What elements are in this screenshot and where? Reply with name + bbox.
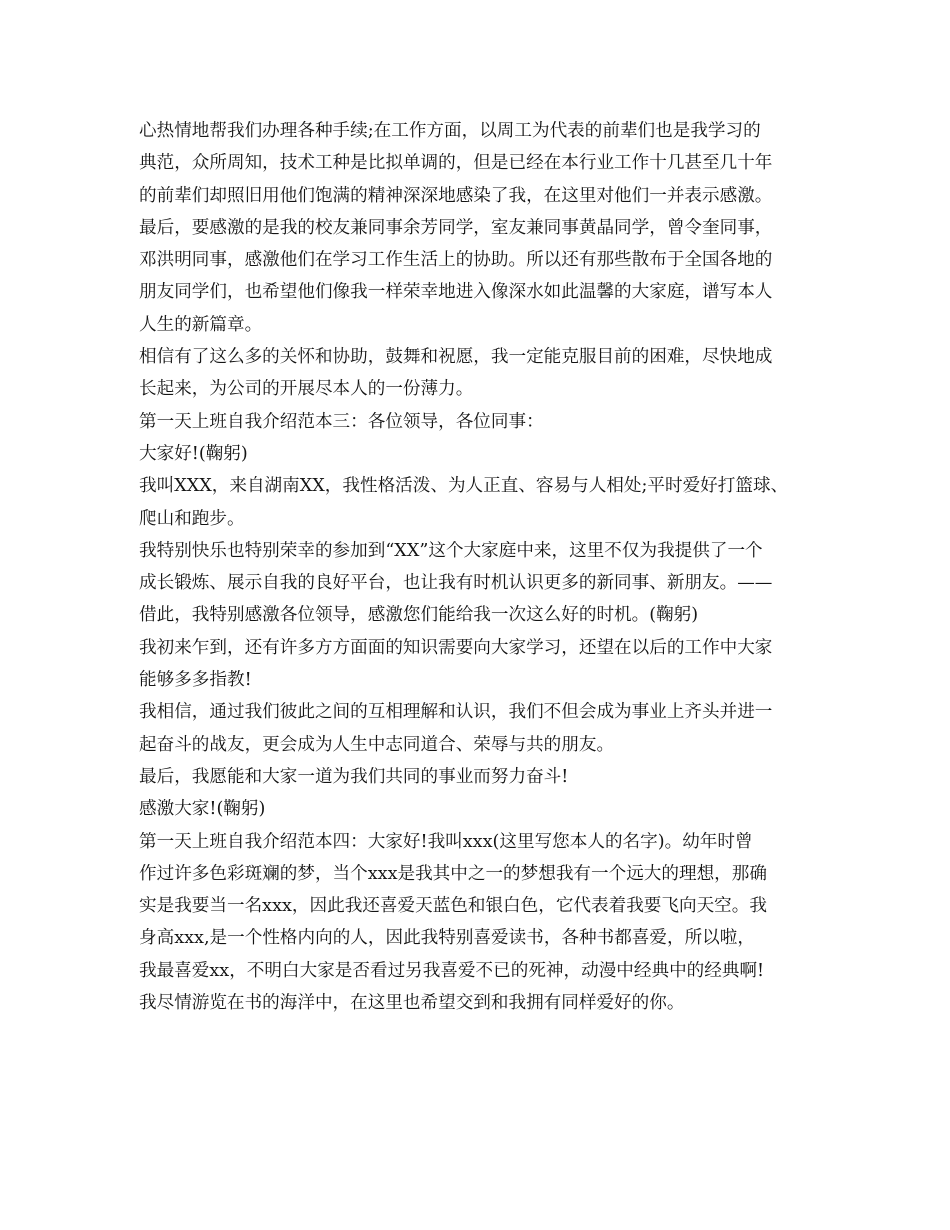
- text-line: 最后，我愿能和大家一道为我们共同的事业而努力奋斗!: [139, 766, 569, 787]
- text-line: 身高xxx,是一个性格内向的人，因此我特别喜爱读书，各种书都喜爱，所以啦，: [139, 928, 755, 949]
- text-line: 典范，众所周知，技术工种是比拟单调的，但是已经在本行业工作十几甚至几十年: [139, 153, 773, 174]
- text-line: 实是我要当一名xxx，因此我还喜爱天蓝色和银白色，它代表着我要飞向天空。我: [139, 896, 767, 917]
- text-line: 长起来，为公司的开展尽本人的一份薄力。: [139, 379, 474, 400]
- section-heading-line: 第一天上班自我介绍范本四：大家好!我叫xxx(这里写您本人的名字)。幼年时曾: [139, 831, 753, 852]
- text-line: 我特别快乐也特别荣幸的参加到“XX”这个大家庭中来，这里不仅为我提供了一个: [139, 540, 763, 561]
- section-heading-line: 第一天上班自我介绍范本三：各位领导，各位同事：: [139, 411, 544, 432]
- text-line: 朋友同学们，也希望他们像我一样荣幸地进入像深水如此温馨的大家庭，谱写本人: [139, 282, 773, 303]
- text-line: 我尽情游览在书的海洋中，在这里也希望交到和我拥有同样爱好的你。: [139, 993, 685, 1014]
- text-line: 心热情地帮我们办理各种手续;在工作方面，以周工为代表的前辈们也是我学习的: [139, 121, 761, 141]
- text-line: 我最喜爱xx，不明白大家是否看过另我喜爱不已的死神，动漫中经典中的经典啊!: [139, 960, 765, 981]
- text-line: 我初来乍到，还有许多方方面面的知识需要向大家学习，还望在以后的工作中大家: [139, 637, 773, 658]
- text-line: 作过许多色彩斑斓的梦，当个xxx是我其中之一的梦想我有一个远大的理想，那确: [139, 863, 767, 884]
- text-line: 能够多多指教!: [139, 670, 252, 691]
- text-line: 成长锻炼、展示自我的良好平台，也让我有时机认识更多的新同事、新朋友。——: [139, 573, 773, 594]
- text-line: 我相信，通过我们彼此之间的互相理解和认识，我们不但会成为事业上齐头并进一: [139, 702, 773, 723]
- text-line: 借此，我特别感激各位领导，感激您们能给我一次这么好的时机。(鞠躬): [139, 605, 699, 626]
- text-line: 最后，要感激的是我的校友兼同事余芳同学，室友兼同事黄晶同学，曾令奎同事，: [139, 217, 773, 238]
- text-line: 爬山和跑步。: [139, 508, 245, 529]
- text-line: 相信有了这么多的关怀和协助，鼓舞和祝愿，我一定能克服目前的困难，尽快地成: [139, 347, 773, 368]
- text-line: 邓洪明同事，感激他们在学习工作生活上的协助。所以还有那些散布于全国各地的: [139, 250, 773, 271]
- text-line: 的前辈们却照旧用他们饱满的精神深深地感染了我，在这里对他们一并表示感激。: [139, 185, 773, 206]
- text-line: 大家好!(鞠躬): [139, 443, 248, 464]
- document-body: [139, 115, 829, 1019]
- text-line: 我叫XXX，来自湖南XX，我性格活泼、为人正直、容易与人相处;平时爱好打篮球、: [139, 476, 789, 497]
- text-line: 感激大家!(鞠躬): [139, 799, 266, 820]
- text-line: 人生的新篇章。: [139, 314, 263, 335]
- text-line: 起奋斗的战友，更会成为人生中志同道合、荣辱与共的朋友。: [139, 734, 615, 755]
